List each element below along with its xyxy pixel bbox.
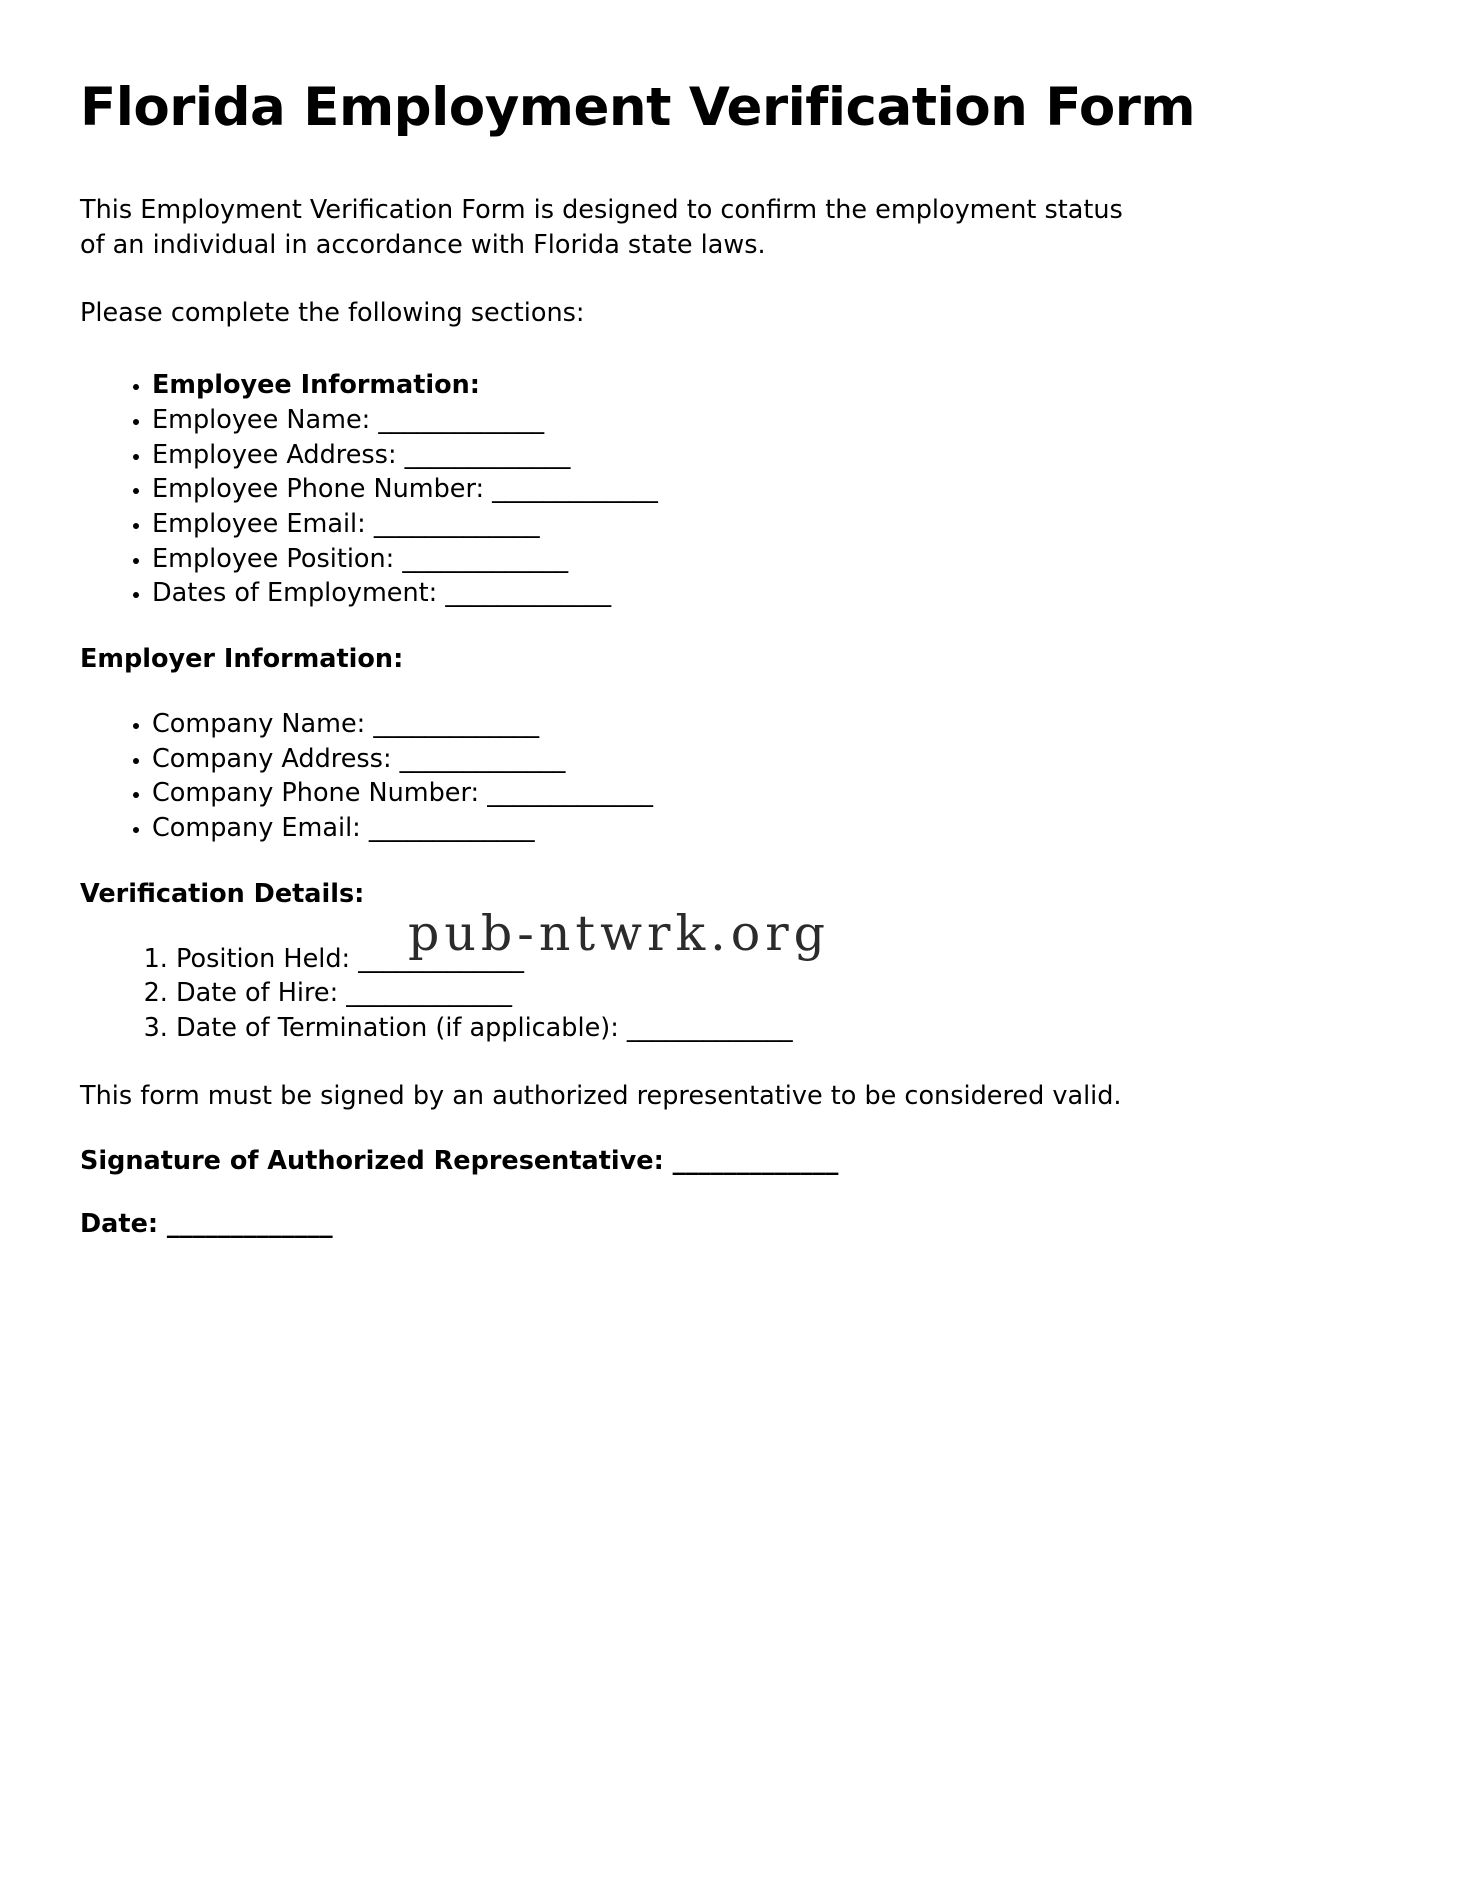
employee-information-heading: • Employee Information: xyxy=(152,368,1384,403)
closing-paragraph: This form must be signed by an authorized representative to be considered valid. xyxy=(80,1080,1122,1111)
list-item-date-of-hire: 2. Date of Hire: _____________ xyxy=(176,976,1384,1011)
employee-information-list xyxy=(80,368,1384,611)
verification-details-heading: Verification Details: xyxy=(80,878,365,909)
list-item-company-name: • Company Name: _____________ xyxy=(152,707,1384,742)
list-item-dates-of-employment: • Dates of Employment: _____________ xyxy=(152,576,1384,611)
list-item-employee-address: • Employee Address: _____________ xyxy=(152,438,1384,473)
list-item-company-email: • Company Email: _____________ xyxy=(152,811,1384,846)
page-title: Florida Employment Verification Form xyxy=(80,77,1196,138)
list-item-position-held: 1. Position Held: _____________ xyxy=(176,942,1384,977)
list-item-employee-name: • Employee Name: _____________ xyxy=(152,403,1384,438)
intro-paragraph: This Employment Verification Form is designed to confirm the employment status of an individual in accordance with Florida state laws. xyxy=(80,195,1123,261)
instruction-text: Please complete the following sections: xyxy=(80,297,585,328)
date-field-label: Date: _____________ xyxy=(80,1209,333,1240)
verification-details-list xyxy=(80,942,1384,1046)
employer-information-list xyxy=(80,707,1384,846)
list-item-date-of-termination: 3. Date of Termination (if applicable): _____________ xyxy=(176,1011,1384,1046)
list-item-employee-position: • Employee Position: _____________ xyxy=(152,542,1384,577)
signature-field-label: Signature of Authorized Representative: _____________ xyxy=(80,1146,839,1177)
list-item-company-phone: • Company Phone Number: _____________ xyxy=(152,776,1384,811)
list-item-employee-email: • Employee Email: _____________ xyxy=(152,507,1384,542)
employer-information-heading: Employer Information: xyxy=(80,644,404,675)
watermark-text: pub-ntwrk.org xyxy=(408,905,831,962)
list-item-company-address: • Company Address: _____________ xyxy=(152,742,1384,777)
list-item-employee-phone: • Employee Phone Number: _____________ xyxy=(152,472,1384,507)
